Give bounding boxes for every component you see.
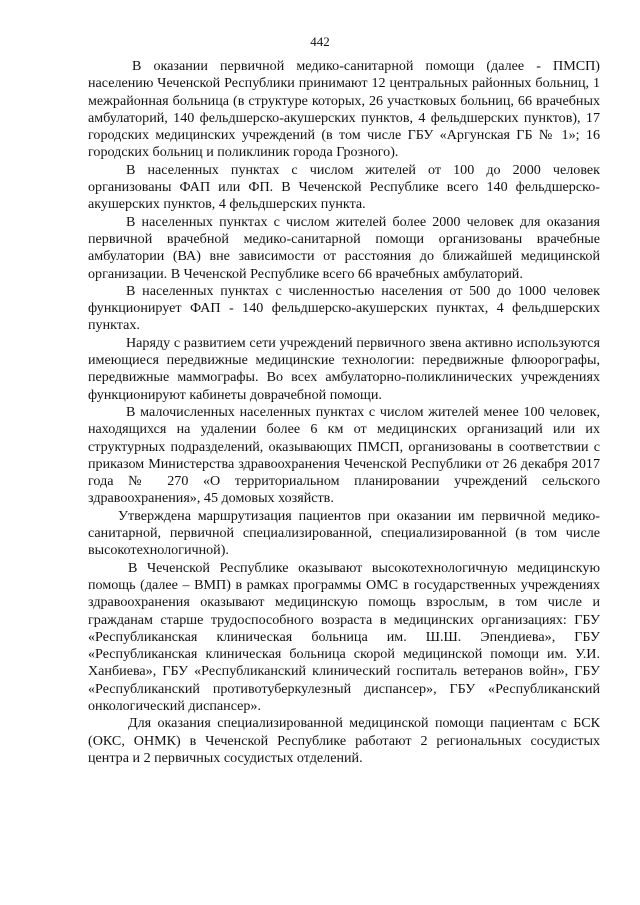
paragraph-fap-fp: В населенных пунктах с числом жителей от 100 до 2000 человек организованы ФАП или ФП. В Чеченской Республике всего 140 фельдшерско-акушерских пунктов, 4 фельдшерских пункта. bbox=[88, 161, 600, 213]
paragraph-pmsp-overview: В оказании первичной медико-санитарной помощи (далее - ПМСП) населению Чеченской Республики принимают 12 центральных районных больниц, 1 межрайонная больница (в структуре которых, 26 участковых больниц, 66 врачебных амбулаторий, 140 фельдшерско-акушерских пунктов, 4 фельдшерских пунктов), 17 городских медицинских учреждений (в том числе ГБУ «Аргунская ГБ № 1»; 16 городских больниц и поликлиник города Грозного). bbox=[88, 58, 600, 161]
paragraph-vascular-centers: Для оказания специализированной медицинской помощи пациентам с БСК (ОКС, ОНМК) в Чеченской Республике работают 2 региональных сосудистых центра и 2 первичных сосудистых отделений. bbox=[88, 715, 600, 766]
document-body bbox=[88, 58, 600, 767]
paragraph-small-settlements: В малочисленных населенных пунктах с числом жителей менее 100 человек, находящихся на удалении более 6 км от медицинских организаций или их структурных подразделений, оказывающих ПМСП, организованы в соответствии с приказом Министерства здравоохранения Чеченской Республики от 26 декабря 2017 года № 270 «О территориальном планировании учреждений сельского здравоохранения», 45 домовых хозяйств. bbox=[88, 403, 600, 507]
paragraph-high-tech-care: В Чеченской Республике оказывают высокотехнологичную медицинскую помощь (далее – ВМП) в рамках программы ОМС в государственных учреждениях здравоохранения оказывают медицинскую помощь взрослым, в том числе и гражданам старше трудоспособного возраста в медицинских организациях: ГБУ «Республиканская клиническая больница им. Ш.Ш. Эпендиева», ГБУ «Республиканская клиническая больница скорой медицинской помощи им. У.И. Ханбиева», ГБУ «Республиканский клинический госпиталь ветеранов войн», ГБУ «Республиканский противотуберкулезный диспансер», ГБУ «Республиканский онкологический диспансер». bbox=[88, 559, 600, 714]
page-number: 442 bbox=[310, 34, 330, 49]
paragraph-mobile-technologies: Наряду с развитием сети учреждений первичного звена активно используются имеющиеся передвижные медицинские технологии: передвижные флюорографы, передвижные маммографы. Во всех амбулаторно-поликлинических учреждениях функционируют кабинеты доврачебной помощи. bbox=[88, 334, 600, 403]
paragraph-fap-population: В населенных пунктах с численностью населения от 500 до 1000 человек функционирует ФАП - 140 фельдшерско-акушерских пунктах, 4 фельдшерских пунктах. bbox=[88, 282, 600, 334]
paragraph-patient-routing: Утверждена маршрутизация пациентов при оказании им первичной медико-санитарной, первичной специализированной, специализированной (в том числе высокотехнологичной). bbox=[88, 507, 600, 559]
paragraph-medical-ambulatories: В населенных пунктах с числом жителей более 2000 человек для оказания первичной врачебной медико-санитарной помощи организованы врачебные амбулатории (ВА) вне зависимости от расстояния до ближайшей медицинской организации. В Чеченской Республике всего 66 врачебных амбулаторий. bbox=[88, 213, 600, 282]
